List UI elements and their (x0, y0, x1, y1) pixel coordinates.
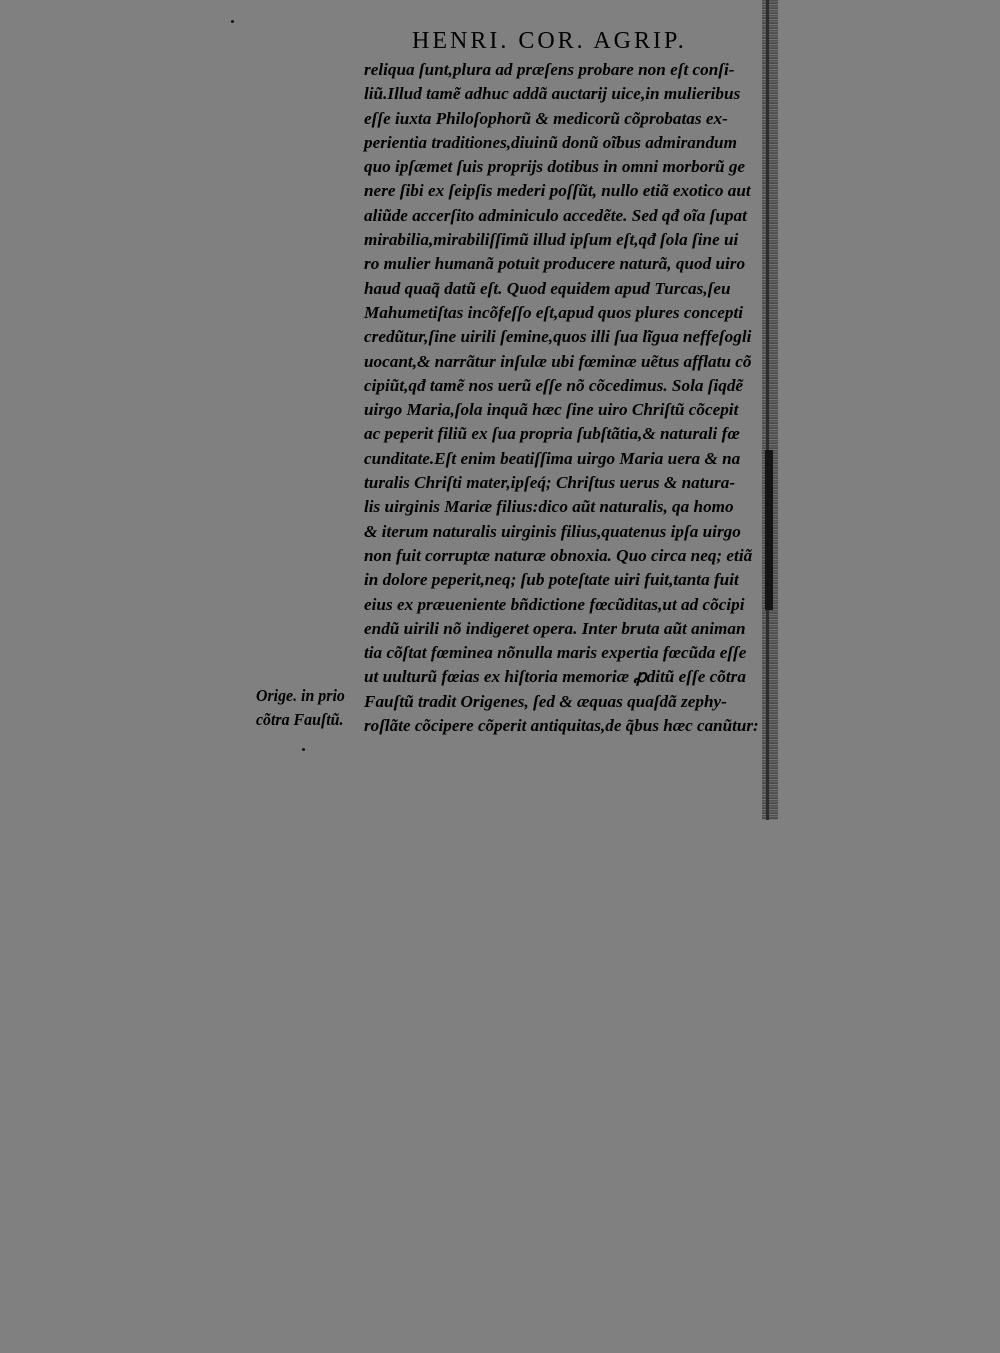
text-line: turalis Chriſti mater,ipſeq́; Chriſtus uerus & natura- (364, 473, 736, 493)
text-line: uirgo Maria,ſola inquã hæc ſine uiro Chriſtũ cõcepit (364, 400, 739, 420)
ink-speck (302, 748, 305, 751)
text-line: uocant,& narrãtur inſulæ ubi fœminæ uẽtus afflatu cõ (364, 351, 752, 371)
text-line: & iterum naturalis uirginis filius,quatenus ipſa uirgo (364, 521, 741, 541)
text-line: credũtur,ſine uirili ſemine,quos illi ſua lĩgua neffeſogli (364, 327, 752, 347)
text-line: quo ipſæmet ſuis proprijs dotibus in omni morborũ ge (364, 157, 746, 177)
text-line: cunditate.Eſt enim beatiſſima uirgo Maria uera & na (364, 448, 741, 468)
binding-shadow (765, 450, 773, 610)
text-line: eius ex præueniente bñdictione fœcũditas,ut ad cõcipi (364, 594, 745, 614)
text-line: mirabilia,mirabiliſſimũ illud ipſum eſt,qđ ſola ſine ui (364, 230, 739, 250)
text-line: perientia traditiones,diuinũ donũ oĩbus admirandum (364, 132, 737, 152)
margin-note-line: Orige. in prio (256, 686, 345, 705)
text-line: reliqua ſunt,plura ad præſens probare non eſt conſi- (364, 60, 735, 79)
text-line: in dolore peperit,neq; ſub poteſtate uiri fuit,tanta fuit (364, 570, 739, 590)
text-line: cipiũt,qđ tamẽ nos uerũ eſſe nõ cõcedimus. Sola ſiqdẽ (364, 375, 744, 395)
text-line: Fauſtũ tradit Origenes, ſed & æquas quaſdã zephy- (364, 691, 727, 711)
text-line: liũ.Illud tamẽ adhuc addã auctarij uice,in mulieribus (364, 84, 741, 104)
text-line: non fuit corruptæ naturæ obnoxia. Quo circa neq; etiã (364, 545, 753, 565)
body-text (364, 58, 759, 738)
running-head: HENRI. COR. AGRIP. (412, 28, 687, 54)
text-line: ut uulturũ fœias ex hiſtoria memoriæ ꝓditũ eſſe cõtra (364, 667, 746, 687)
text-line: lis uirginis Mariæ filius:dico aũt naturalis, qa homo (364, 497, 734, 517)
text-line: Mahumetiſtas incõfeſſo eſt,apud quos plures concepti (364, 302, 744, 322)
text-line: haud quaq̃ datũ eſt. Quod equidem apud Turcas,ſeu (364, 278, 731, 298)
text-line: aliũde accerſito adminiculo accedẽte. Sed qđ oĩa ſupat (364, 205, 747, 225)
text-line: ac peperit filiũ ex ſua propria ſubſtãtia,& naturali fœ (364, 424, 740, 444)
text-line: eſſe iuxta Philoſophorũ & medicorũ cõprobatas ex- (364, 108, 728, 128)
text-line: roſlãte cõcipere cõperit antiquitas,de q̃bus hæc canũtur: (364, 716, 759, 736)
text-line: endũ uirili nõ indigeret opera. Inter bruta aũt animan (364, 618, 746, 638)
binding-edge (762, 0, 778, 820)
text-line: nere ſibi ex ſeipſis mederi poſſũt, nullo etiã exotico aut (364, 181, 751, 201)
text-line: tia cõſtat fœminea nõnulla maris expertia fœcũda eſſe (364, 643, 747, 663)
margin-note (256, 684, 366, 732)
text-line: ro mulier humanã potuit producere naturã, quod uiro (364, 254, 746, 274)
margin-note-line: cõtra Fauſtũ. (256, 710, 344, 729)
ink-speck (231, 20, 234, 23)
